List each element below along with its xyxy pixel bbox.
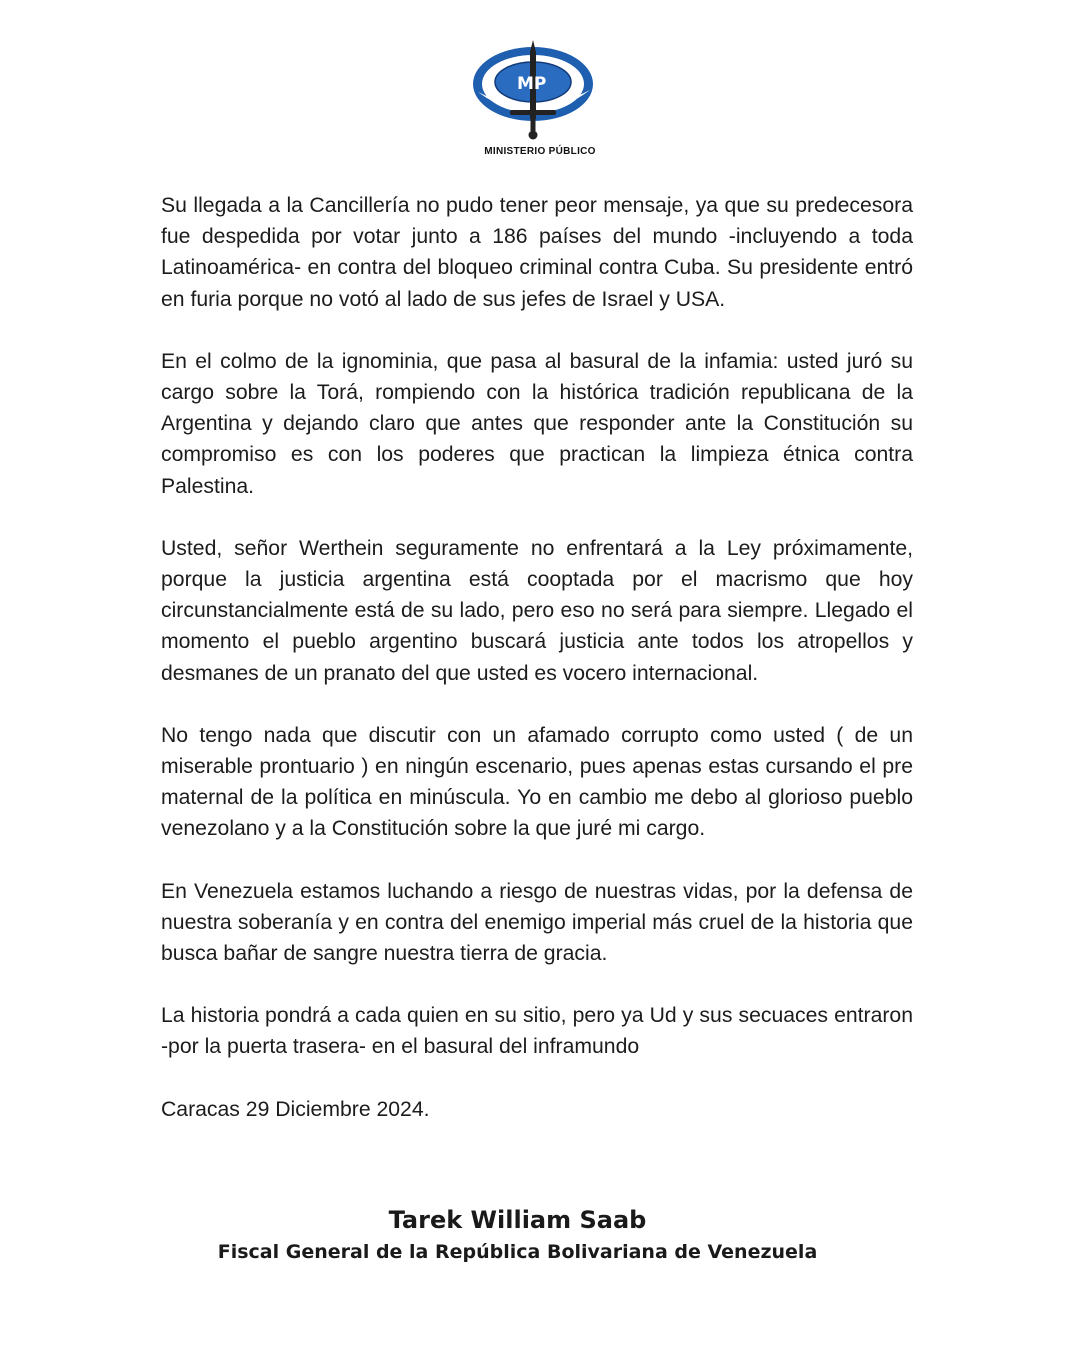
logo-caption: MINISTERIO PÚBLICO [484,146,596,157]
letter-paragraph-4: No tengo nada que discutir con un afamado corrupto como usted ( de un miserable prontuario ) en ningún escenario, pues apenas estas cursando el pre maternal de la política en minúscula. Yo en cambio me debo al glorioso pueblo venezolano y a la Constitución sobre la que juré mi cargo. [161,723,913,841]
signature-block [0,1203,1035,1267]
place-date: Caracas 29 Diciembre 2024. [161,1097,430,1121]
letter-paragraph-3: Usted, señor Werthein seguramente no enfrentará a la Ley próximamente, porque la justicia argentina está cooptada por el macrismo que hoy circunstancialmente está de su lado, pero eso no será para siempre. Llegado el momento el pueblo argentino buscará justicia ante todos los atropellos y desmanes de un pranato del que usted es vocero internacional. [161,536,913,685]
letter-paragraph-1: Su llegada a la Cancillería no pudo tener peor mensaje, ya que su predecesora fue despedida por votar junto a 186 países del mundo -incluyendo a toda Latinoamérica- en contra del bloqueo criminal contra Cuba. Su presidente entró en furia porque no votó al lado de sus jefes de Israel y USA. [161,194,913,311]
letter-paragraph-6: La historia pondrá a cada quien en su sitio, pero ya Ud y sus secuaces entraron -por la puerta trasera- en el basural del inframundo [161,1004,913,1059]
letter-paragraph-5: En Venezuela estamos luchando a riesgo de nuestras vidas, por la defensa de nuestra soberanía y en contra del enemigo imperial más cruel de la historia que busca bañar de sangre nuestra tierra de gracia. [161,879,913,966]
letterhead [0,38,1080,168]
signatory-title: Fiscal General de la República Bolivariana de Venezuela [217,1241,818,1263]
logo-initials: MP [517,74,547,94]
letter-paragraph-2: En el colmo de la ignominia, que pasa al basural de la infamia: usted juró su cargo sobre la Torá, rompiendo con la histórica tradición republicana de la Argentina y dejando claro que antes que responder ante la Constitución su compromiso es con los poderes que practican la limpieza étnica contra Palestina. [161,349,913,498]
ministerio-publico-logo-icon [470,38,610,144]
letter-body [161,190,913,1125]
signatory-name: Tarek William Saab [388,1206,647,1234]
